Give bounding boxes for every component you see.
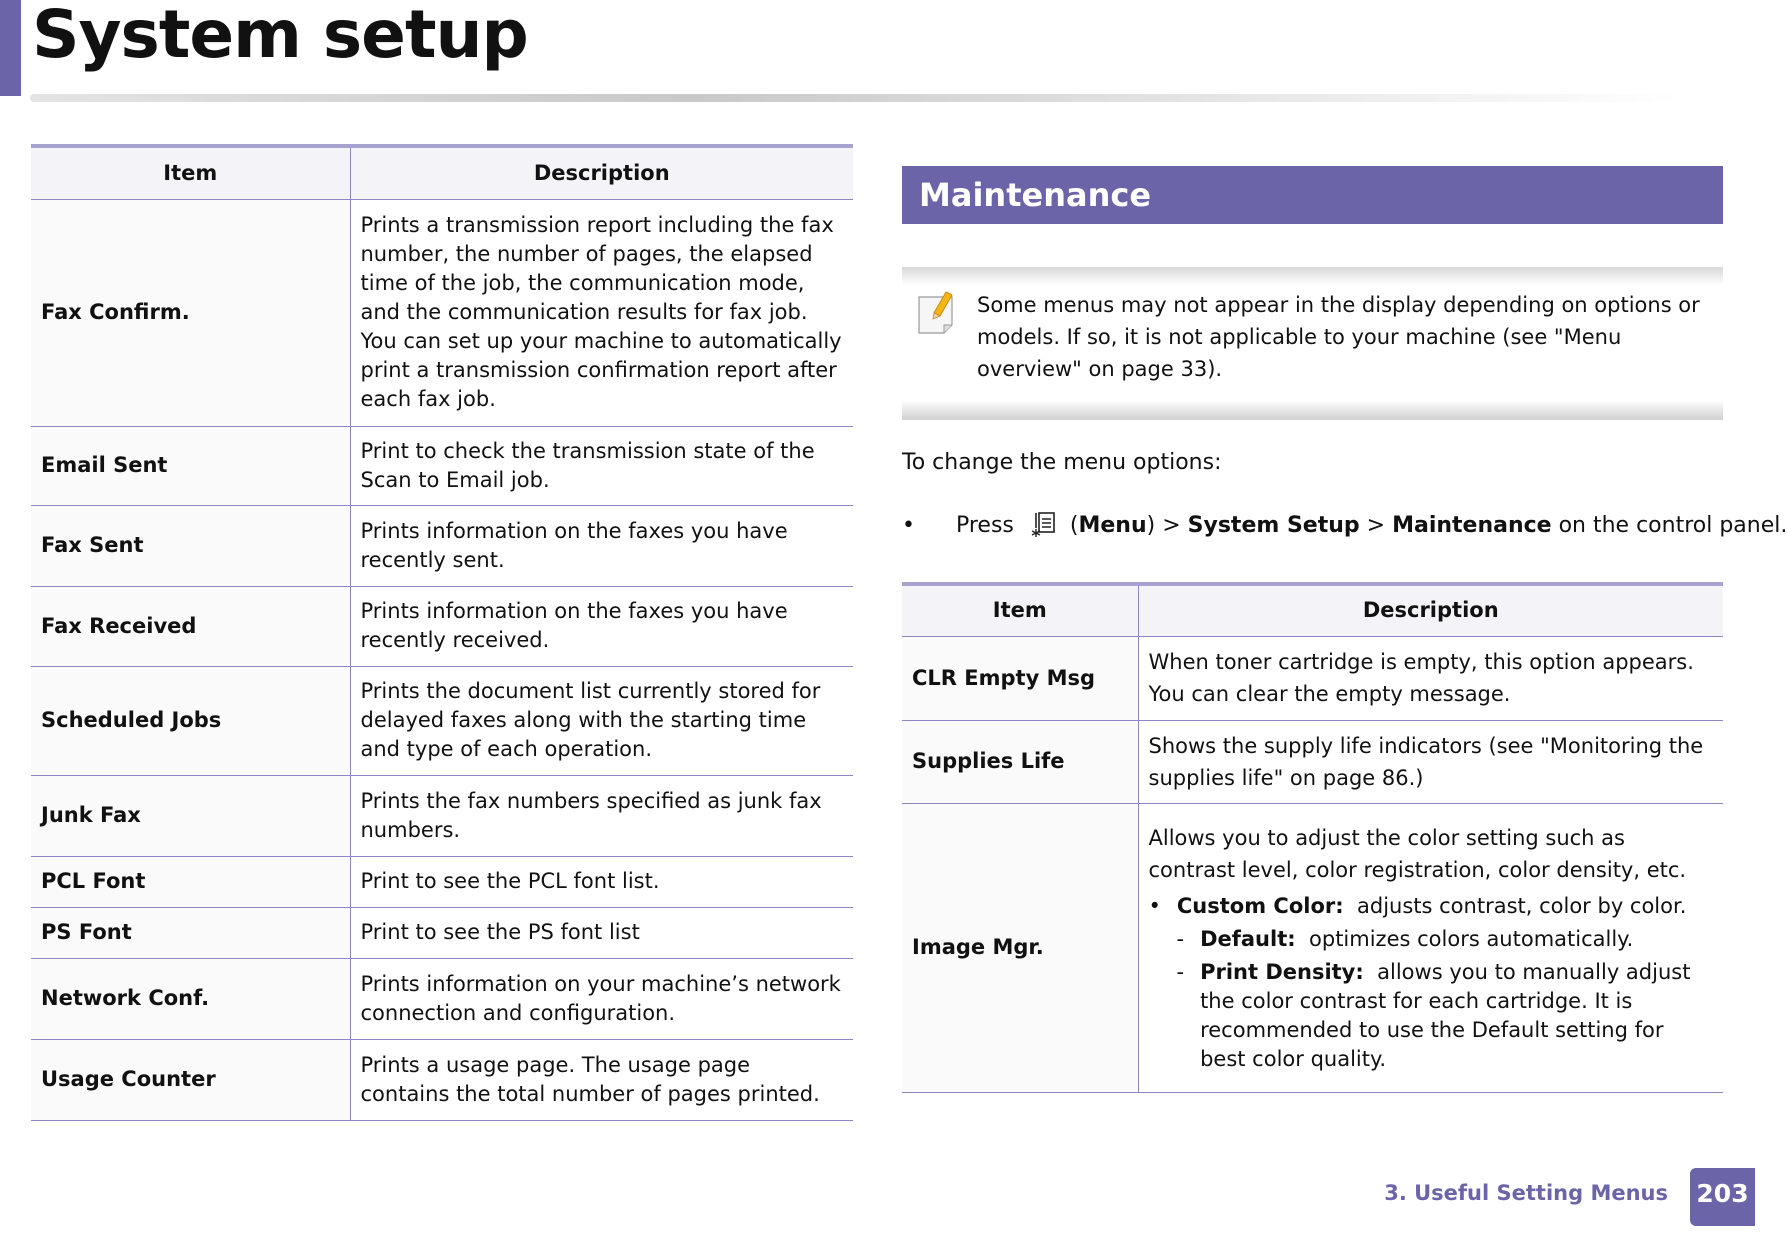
item-cell: Fax Sent <box>31 505 350 586</box>
item-cell: Scheduled Jobs <box>31 666 350 775</box>
description-cell: Prints a usage page. The usage page contains the total number of pages printed. <box>350 1039 853 1120</box>
table-row <box>902 636 1723 720</box>
description-cell: Prints a transmission report including the fax number, the number of pages, the elapsed time of the job, the communication mode, and the communication results for fax job. You can set up your machine to automatically print a transmission confirmation report after each fax job. <box>350 199 853 426</box>
table-row <box>31 856 853 907</box>
item-cell: Supplies Life <box>902 720 1138 803</box>
table-row <box>31 426 853 505</box>
table-row <box>31 586 853 666</box>
table-row <box>31 775 853 856</box>
item-cell: Email Sent <box>31 426 350 505</box>
image-mgr-description: Allows you to adjust the color setting such as contrast level, color registration, color density, etc. <box>1148 825 1687 882</box>
description-cell: Print to see the PS font list <box>350 907 853 958</box>
chapter-link[interactable]: 3. Useful Setting Menus <box>1384 1181 1668 1205</box>
item-cell: PCL Font <box>31 856 350 907</box>
description-cell: Print to see the PCL font list. <box>350 856 853 907</box>
bullet: • <box>902 513 915 538</box>
description-cell: Prints information on the faxes you have recently sent. <box>350 505 853 586</box>
table-row <box>31 666 853 775</box>
table-row <box>902 720 1723 803</box>
header-item: Item <box>31 146 350 199</box>
section-heading-maintenance: Maintenance <box>902 166 1723 224</box>
note-text: Some menus may not appear in the display depending on options or models. If so, it is not applicable to your machine (see "Menu overview" on page 33). <box>977 293 1700 381</box>
separator: ) > <box>1146 513 1181 538</box>
instruction-step <box>902 510 1787 538</box>
description-cell: When toner cartridge is empty, this option appears. You can clear the empty message. <box>1138 636 1723 720</box>
description-cell: Shows the supply life indicators (see "Monitoring the supplies life" on page 86.) <box>1138 720 1723 803</box>
custom-color-bullet: • Custom Color: adjusts contrast, color by color. <box>1148 893 1687 918</box>
menu-icon <box>1031 510 1057 538</box>
custom-color-text: adjusts contrast, color by color. <box>1357 893 1687 918</box>
item-cell: Fax Received <box>31 586 350 666</box>
item-cell: Network Conf. <box>31 958 350 1039</box>
description-cell: Print to check the transmission state of the Scan to Email job. <box>350 426 853 505</box>
description-cell: Prints information on the faxes you have recently received. <box>350 586 853 666</box>
page-number-badge: 203 <box>1690 1168 1755 1226</box>
default-option: - Default: optimizes colors automatically. <box>1176 926 1634 951</box>
default-text: optimizes colors automatically. <box>1309 926 1634 951</box>
separator: > <box>1366 513 1386 538</box>
item-cell: CLR Empty Msg <box>902 636 1138 720</box>
header-description: Description <box>350 146 853 199</box>
table-header-row <box>902 584 1723 636</box>
table-row <box>31 958 853 1039</box>
item-cell: Junk Fax <box>31 775 350 856</box>
header-description: Description <box>1138 584 1723 636</box>
menu-label: Menu <box>1078 513 1147 538</box>
title-accent-bar <box>0 0 21 96</box>
header-item: Item <box>902 584 1138 636</box>
description-cell: Prints the fax numbers specified as junk fax numbers. <box>350 775 853 856</box>
table-row <box>31 505 853 586</box>
intro-text: To change the menu options: <box>902 450 1222 475</box>
step-tail: on the control panel. <box>1558 513 1787 538</box>
table-row <box>31 199 853 426</box>
description-cell: Prints the document list currently stored for delayed faxes along with the starting time and type of each operation. <box>350 666 853 775</box>
table-header-row <box>31 146 853 199</box>
item-cell: PS Font <box>31 907 350 958</box>
description-cell <box>1138 803 1723 1092</box>
item-cell: Usage Counter <box>31 1039 350 1120</box>
maintenance-table <box>902 582 1723 1093</box>
note-pencil-icon <box>916 289 960 337</box>
table-row <box>31 1039 853 1120</box>
paren: ( <box>1069 513 1079 538</box>
title-divider <box>30 94 1680 102</box>
page-title: System setup <box>32 0 528 73</box>
table-row <box>902 803 1723 1092</box>
system-setup-label: System Setup <box>1187 513 1360 538</box>
item-cell: Image Mgr. <box>902 803 1138 1092</box>
table-row <box>31 907 853 958</box>
item-cell: Fax Confirm. <box>31 199 350 426</box>
maintenance-label: Maintenance <box>1392 513 1552 538</box>
press-text: Press <box>955 513 1014 538</box>
left-report-table <box>31 144 853 1121</box>
default-label: Default: <box>1200 926 1296 951</box>
description-cell: Prints information on your machine’s network connection and configuration. <box>350 958 853 1039</box>
print-density-option: - Print Density: allows you to manually adjust the color contrast for each cartridge. It is recommended to use the Default setting for best color quality. <box>1176 959 1691 1071</box>
print-density-text: allows you to manually adjust the color contrast for each cartridge. It is recommended to use the Default setting for best color quality. <box>1200 959 1691 1071</box>
note-box <box>902 267 1723 420</box>
print-density-label: Print Density: <box>1200 959 1364 984</box>
custom-color-label: Custom Color: <box>1176 893 1344 918</box>
